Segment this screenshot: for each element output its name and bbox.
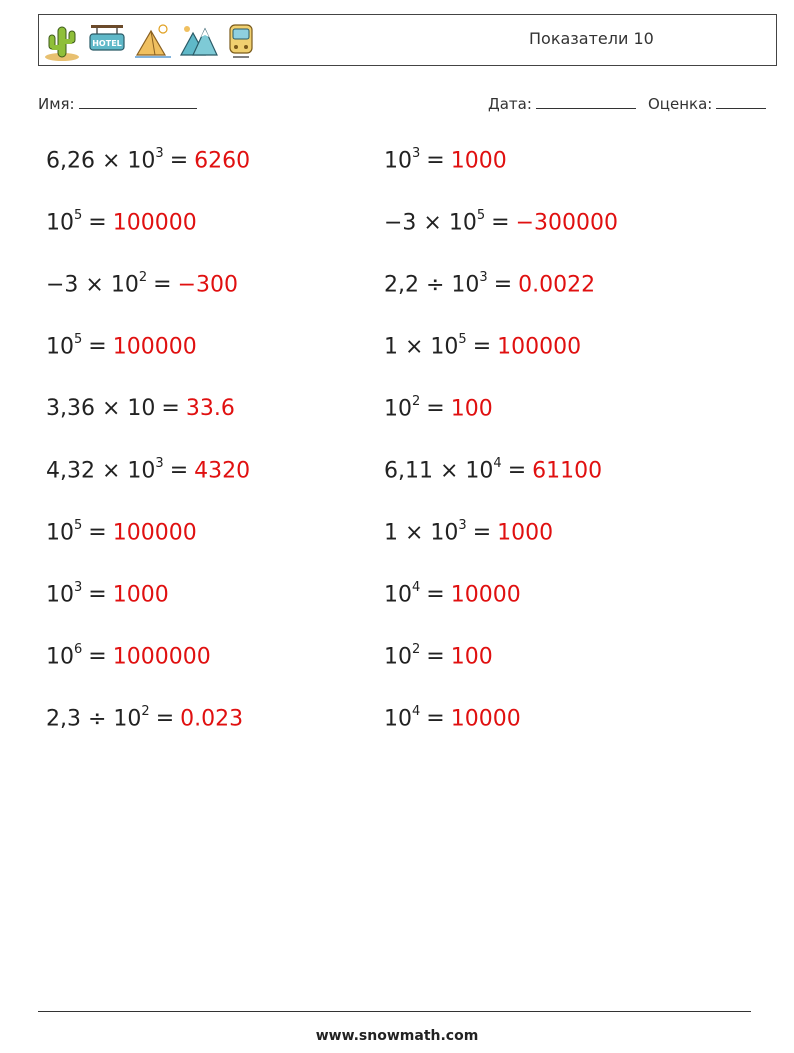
equals-sign: = [155,706,175,732]
problem-base: 10 [46,582,74,608]
problem-exponent: 4 [412,704,421,719]
problem-item [46,644,211,669]
problem-exponent: 2 [141,704,150,719]
problem-answer: 0.0022 [518,272,596,298]
problem-base: 10 [384,582,412,608]
problem-item [384,334,581,359]
problem-exponent: 2 [412,642,421,657]
problem-answer: 100 [450,644,493,670]
equals-sign: = [507,458,527,484]
problem-base: 3,36 × 10 [46,396,156,421]
cactus-icon [43,21,81,61]
problem-exponent: 4 [412,580,421,595]
problem-item [46,706,243,731]
problem-base: 6,26 × 10 [46,148,156,174]
equals-sign: = [88,210,107,236]
equals-sign: = [88,644,107,670]
problem-base: 2,2 ÷ 10 [384,272,480,298]
problem-base: 10 [46,520,74,546]
equals-sign: = [426,706,445,732]
mountains-icon [179,21,219,61]
problem-base: 6,11 × 10 [384,458,494,484]
problem-exponent: 2 [138,270,148,285]
date-blank[interactable] [536,94,636,109]
problem-base: 10 [46,210,74,236]
problem-item [46,148,250,173]
problem-item [384,148,507,173]
equals-sign: = [426,644,445,670]
problem-exponent: 3 [412,146,421,161]
problem-item [46,210,197,235]
problem-base: −3 × 10 [384,210,477,236]
hotel-sign-icon [87,21,127,61]
problem-item [384,210,618,235]
problem-exponent: 4 [493,456,502,471]
problem-base: 10 [384,396,412,422]
equals-sign: = [88,520,107,546]
problem-item [384,458,602,483]
problem-item [384,582,521,607]
equals-sign: = [426,582,445,608]
problem-answer: 1000 [497,520,554,546]
problem-base: 2,3 ÷ 10 [46,706,142,732]
problem-base: −3 × 10 [46,272,139,298]
problem-answer: 6260 [194,148,251,174]
problem-base: 10 [46,644,74,670]
problem-answer: −300000 [515,210,618,236]
equals-sign: = [169,148,189,174]
date-field[interactable] [488,94,636,113]
problem-answer: 10000 [450,582,521,608]
problem-exponent: 3 [479,270,488,285]
problem-answer: 100000 [112,210,197,236]
problem-exponent: 3 [458,518,467,533]
problem-answer: 1000 [112,582,169,608]
problem-base: 10 [46,334,74,360]
equals-sign: = [88,334,107,360]
worksheet-title: Показатели 10 [529,29,654,48]
equals-sign: = [88,582,107,608]
problem-item [46,458,250,483]
problem-base: 1 × 10 [384,334,459,360]
problem-exponent: 6 [74,642,83,657]
footer-divider [38,1011,751,1012]
problem-item [384,644,493,669]
problem-item [46,582,169,607]
problem-exponent: 3 [74,580,83,595]
problem-base: 10 [384,706,412,732]
equals-sign: = [472,334,492,360]
problem-item [384,272,595,297]
problem-item [384,520,553,545]
problem-exponent: 5 [74,332,83,347]
equals-sign: = [491,210,510,236]
problem-item [384,706,521,731]
problem-answer: 0.023 [180,706,244,732]
problem-exponent: 5 [458,332,467,347]
problem-answer: 61100 [532,458,603,484]
problem-answer: 4320 [194,458,251,484]
pyramid-icon [133,21,173,61]
date-label: Дата: [488,95,532,113]
equals-sign: = [169,458,189,484]
equals-sign: = [153,272,172,298]
equals-sign: = [426,396,445,422]
footer-url: www.snowmath.com [315,1028,479,1044]
name-field[interactable] [38,94,197,113]
svg-text:HOTEL: HOTEL [92,39,122,48]
problem-exponent: 5 [74,208,83,223]
problem-answer: 33.6 [185,396,235,421]
tram-icon [225,21,257,61]
problem-answer: 100000 [112,334,197,360]
grade-field[interactable] [648,94,766,113]
grade-blank[interactable] [716,94,766,109]
problem-answer: −300 [177,272,239,298]
problem-answer: 100 [450,396,493,422]
problem-exponent: 5 [476,208,486,223]
worksheet-header [38,14,777,66]
problem-base: 4,32 × 10 [46,458,156,484]
equals-sign: = [426,148,445,174]
equals-sign: = [493,272,513,298]
grade-label: Оценка: [648,95,713,113]
problem-base: 1 × 10 [384,520,459,546]
header-icons [43,19,257,63]
name-label: Имя: [38,95,75,113]
problem-exponent: 2 [412,394,421,409]
problem-exponent: 3 [155,146,164,161]
problem-item [46,334,197,359]
problem-exponent: 5 [74,518,83,533]
problem-answer: 100000 [497,334,582,360]
problem-answer: 1000 [450,148,507,174]
problem-answer: 100000 [112,520,197,546]
problem-item [46,520,197,545]
problem-exponent: 3 [155,456,164,471]
problem-item [384,396,493,421]
problem-answer: 1000000 [112,644,211,670]
problem-answer: 10000 [450,706,521,732]
problem-item [46,272,238,297]
name-blank[interactable] [79,94,197,109]
equals-sign: = [472,520,492,546]
problem-base: 10 [384,148,412,174]
problem-base: 10 [384,644,412,670]
problem-item [46,396,235,421]
equals-sign: = [161,396,180,421]
